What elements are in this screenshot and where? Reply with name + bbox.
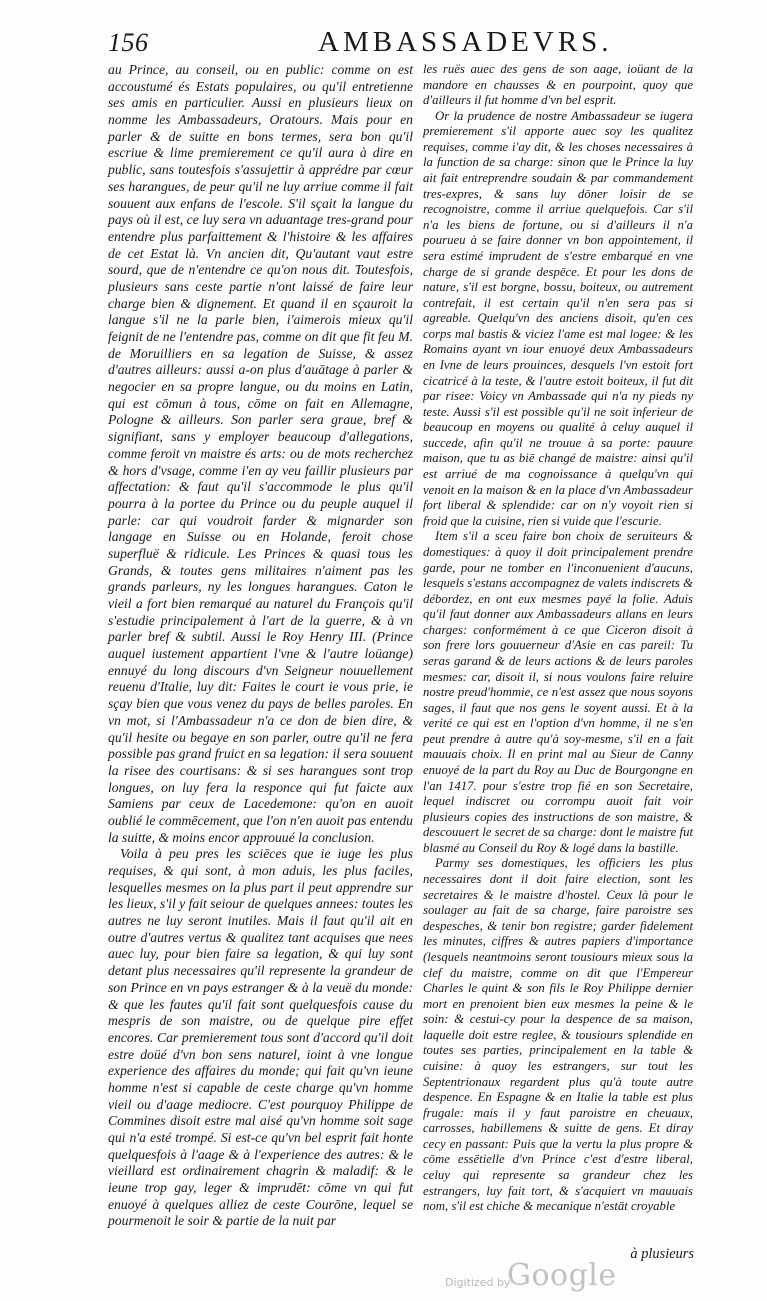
paragraph: Item s'il a sceu faire bon choix de seruiteurs & domestiques: à quoy il doit principalement prendre garde, pour ne tomber en l'inconuenient d'aucuns, lesquels s'estans accompagnez de valets indiscrets & débordez, en ont eux mesmes payé la folie. Aduis qu'il faut donner aux Ambassadeurs allans en leurs charges: conformément à ce que Ciceron disoit à son frere lors gouuerneur d'Asie en cas pareil: Tu seras garand & de leurs actions & de leurs paroles mesmes: car, disoit il, si nous voulons faire reluire nostre preud'hommie, ce n'est assez que nous soyons sages, il faut que nos gens le soyent aussi. Et à la verité ce qui est en l'option d'vn homme, il ne s'en peut prendre à autre qu'à soy-mesme, s'il en a fait mauuais choix. Il en print mal au Sieur de Canny enuoyé de la part du Roy au Duc de Bourgongne en l'an 1417. pour s'estre trop fié en son Secretaire, lequel indiscret ou corrompu auoit fait voir plusieurs copies des instructions de son maistre, & descouuert le secret de sa charge: dont le maistre fut blasmé au Conseil du Roy & logé dans la bastille. [423,529,693,855]
catchword: à plusieurs [630,1246,694,1262]
page-header [0,22,767,62]
left-column [108,62,413,1230]
running-title: AMBASSADEVRS. [318,26,613,58]
paragraph: Or la prudence de nostre Ambassadeur se iugera premierement s'il apporte auec soy les qualitez requises, comme i'ay dit, & les choses necessaires à la function de sa charge: sinon que le Prince la luy ait fait entreprendre soudain & par commandement tres-expres, & sans luy dōner loisir de se recognoistre, comme il arriue quelquefois. Car s'il n'a les biens de fortune, ou si d'ailleurs il n'a pourueu à se faire donner vn bon appointement, il sera estimé imprudent de s'estre embarqué en vne charge de si grande despēce. Et pour les dons de nature, s'il est borgne, bossu, boiteux, ou autrement contrefait, il est certain qu'il n'en sera pas si agreable. Quelqu'vn des anciens disoit, qu'en ces corps mal bastis & viciez l'ame est mal logee: & les Romains ayant vn iour enuoyé deux Ambassadeurs en Ivne de leurs prouinces, desquels l'vn estoit fort cicatricé à la teste, & l'autre estoit boiteux, il fut dit par risee: Voicy vn Ambassade qui n'a ny pieds ny teste. Aussi s'il est possible qu'il ne soit inferieur de beaucoup en moyens ou qualité à celuy auquel il succede, afin qu'il ne trouue à sa porte: pauure maison, que tu as biē changé de maistre: ainsi qu'il est arriué de ma cognoissance à quelqu'vn qui venoit en la maison & en la place d'vn Ambassadeur fort liberal & splendide: car on n'y voyoit rien si froid que la cuisine, rien si vuide que l'escurie. [423,108,693,528]
digitized-watermark [445,1256,645,1296]
page-number: 156 [108,28,149,57]
paragraph: Parmy ses domestiques, les officiers les plus necessaires dont il doit faire election, sont les secretaires & le maistre d'hostel. Ceux là pour le soulager au fait de sa charge, faire paroistre ses despesches, & tenir bon registre; garder fidelement les minutes, ciffres & autres papiers d'importance (lesquels neantmoins seront tousiours mieux sous la clef du maistre, comme on dit que l'Empereur Charles le quint & son fils le Roy Philippe dernier mort en prenoient bien eux mesmes la peine & le soin: & cestui-cy pour la despence de sa maison, laquelle doit estre reglee, & tousiours splendide en toutes ses parties, principalement en la table & cuisine: à quoy les estrangers, sur tout les Septentrionaux regardent plus qu'à toute autre despence. En Espagne & en Italie la table est plus frugale: mais il y faut paroistre en cheuaux, carrosses, habillemens & suitte de gens. Et diray cecy en passant: Puis que la vertu la plus propre & cōme essētielle d'vn Prince c'est d'estre liberal, celuy qui represente sa grandeur chez les estrangers, luy fait tort, & s'acquiert vn mauuais nom, s'il est chiche & mecanique n'estāt croyable [423,856,693,1214]
paragraph: les ruës auec des gens de son aage, ioüant de la mandore en chausses & en pourpoint, quoy que d'ailleurs il fut homme d'vn bel esprit. [423,62,693,108]
right-column [423,62,693,1215]
paragraph: au Prince, au conseil, ou en public: comme on est accoustumé és Estats populaires, ou qu'il entretienne ses amis en particulier. Aussi en plusieurs lieux on nomme les Ambassadeurs, Oratours. Mais pour en parler & de suitte en bons termes, sera bon qu'il escriue & lime premierement ce qu'il aura à dire en public, sans toutesfois s'assujettir à apprédre par cœur ses harangues, de peur qu'il ne luy arriue comme il fait souuent aux enfans de l'escole. S'il sçait la langue du pays où il est, ce luy sera vn aduantage tres-grand pour entendre plus parfaittement & l'histoire & les affaires de cet Estat là. Vn ancien dit, Qu'autant vaut estre sourd, que de n'entendre ce qu'on nous dit. Toutesfois, plusieurs sans ceste partie n'ont laissé de faire leur charge bien & dignement. Et quand il en sçauroit la langue s'il ne la parle bien, i'aimerois mieux qu'il feignit de ne l'entendre pas, comme on dit que fit feu M. de Moruilliers en sa legation de Suisse, & assez d'autres ailleurs: aussi a-on plus d'auātage à parler & negocier en sa propre langue, ou du moins en Latin, qui est cōmun à tous, cōme on fait en Allemagne, Pologne & ailleurs. Son parler sera graue, bref & signifiant, sans y employer beaucoup d'allegations, comme feroit vn maistre és arts: ou de mots recherchez & hors d'vsage, comme i'en ay veu faillir plusieurs par affectation: & faut qu'il s'accommode le plus qu'il pourra à la portee du Prince ou du peuple auquel il parle: car qui voudroit farder & mignarder son langage en Suisse ou en Holande, feroit chose superfluë & ridicule. Les Princes & quasi tous les Grands, & toutes gens militaires n'aiment pas les grands parleurs, ny les longues harangues. Caton le vieil a fort bien remarqué au naturel du François qu'il s'estudie principalement à l'art de la guerre, & à vn parler bref & subtil. Aussi le Roy Henry III. (Prince auquel iustement appartient l'vne & l'autre loüange) ennuyé du long discours d'vn Seigneur nouuellement reuenu d'Italie, luy dit: Faites le court ie vous prie, ie sçay bien que vous venez du pays de belles paroles. En vn mot, si l'Ambassadeur n'a ce don de bien dire, & qu'il hesite ou begaye en son parler, outre qu'il ne fera possible pas grand fruict en sa legation: il sera souuent la risee des courtisans: & si ses harangues sont trop longues, on luy fera la responce qui fut faicte aux Samiens par ceux de Lacedemone: qu'on en auoit oublié le commēcement, que l'on n'en auoit pas entendu la suitte, & moins encor approuué la conclusion. [108,62,413,845]
google-logo: Google [507,1258,617,1293]
paragraph: Voila à peu pres les sciēces que ie iuge les plus requises, & qui sont, à mon aduis, les plus faciles, lesquelles mesmes on la plus part il peut apprendre sur les lieux, s'il y fait seiour de quelques annees: toutes les autres ne luy seront inutiles. Mais il faut qu'il ait en outre d'autres vertus & qualitez tant acquises que nees auec luy, pour bien faire sa legation, & qui luy sont detant plus necessaires qu'il represente la grandeur de son Prince en vn pays estranger & à la veuë du monde: & que les fautes qu'il fait sont quelquesfois cause du mespris de son maistre, ou de quelque pire effet encores. Car premierement tous sont d'accord qu'il doit estre doüé d'vn bon sens naturel, ioint à vne longue experience des affaires du monde; qui fait qu'vn ieune homme n'est si capable de ceste charge qu'vn homme vieil ou d'aage mediocre. C'est pourquoy Philippe de Commines disoit estre mal aisé qu'vn homme soit sage qui n'a esté trompé. Si est-ce qu'vn bel esprit fait honte quelquesfois à l'aage & à l'experience des autres: & le vieillard est ordinairement chagrin & maladif: & le ieune trop gay, leger & imprudēt: cōme vn qui fut enuoyé à quelques alliez de ceste Courōne, lequel se pourmenoit le soir & partie de la nuit par [108,846,413,1229]
digitized-by-label: Digitized by [445,1276,511,1289]
